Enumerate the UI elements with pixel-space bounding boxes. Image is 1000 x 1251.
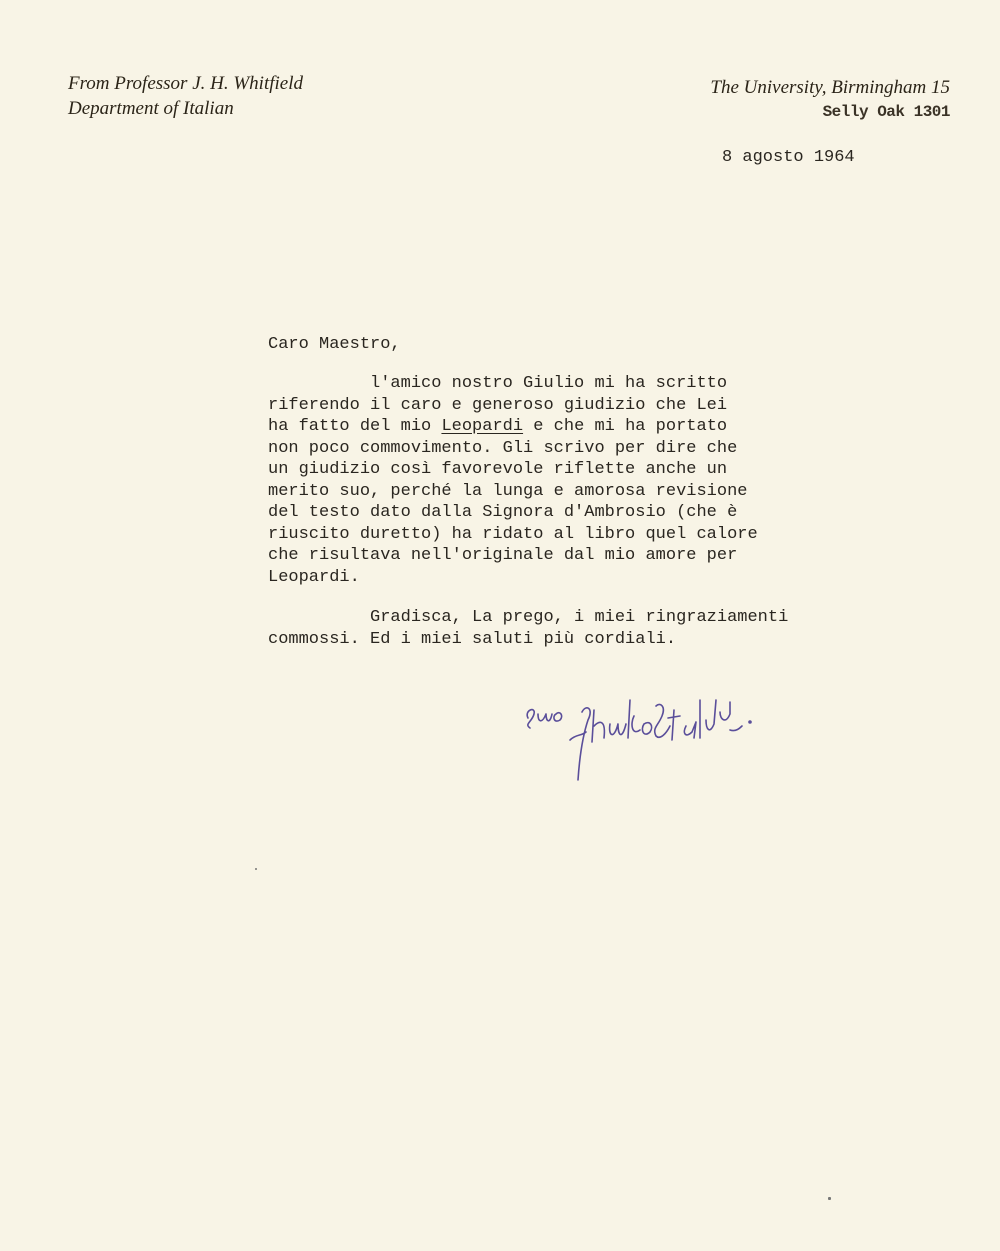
salutation: Caro Maestro, [268,335,401,354]
paper-speck [828,1197,831,1200]
text-line: Leopardi. [268,567,360,587]
handwritten-signature [520,680,820,790]
text-line: commossi. Ed i miei saluti più cordiali. [268,629,677,649]
letterhead-address [710,75,950,125]
text-line: riuscito duretto) ha ridato al libro quel calore [268,524,758,544]
body-paragraph-2 [268,607,788,650]
letter-date: 8 agosto 1964 [722,148,855,167]
text-line: che risultava nell'originale dal mio amore per [268,546,738,565]
text-line: del testo dato dalla Signora d'Ambrosio (che è [268,503,738,522]
text-segment: e che mi ha portato [523,417,728,436]
text-line: merito suo, perché la lunga e amorosa revisione [268,481,748,501]
struck-phone: Selly Oak 1301 [822,103,950,121]
letterhead-sender [68,71,303,121]
sender-name: From Professor J. H. Whitfield [68,73,304,94]
text-line: riferendo il caro e generoso giudizio che Lei [268,395,728,415]
paper-speck [255,868,257,870]
body-paragraph-1 [268,373,758,588]
text-segment: ha fatto del mio [268,417,442,436]
text-line: un giudizio così favorevole riflette anche un [268,460,728,479]
book-title-underlined: Leopardi [441,417,524,436]
sender-department: Department of Italian [68,98,234,119]
text-line: non poco commovimento. Gli scrivo per dire che [268,438,738,458]
text-line [268,416,758,438]
text-line: l'amico nostro Giulio mi ha scritto [268,374,728,393]
university-address: The University, Birmingham 15 [710,77,950,98]
text-line: Gradisca, La prego, i miei ringraziamenti [268,608,789,627]
